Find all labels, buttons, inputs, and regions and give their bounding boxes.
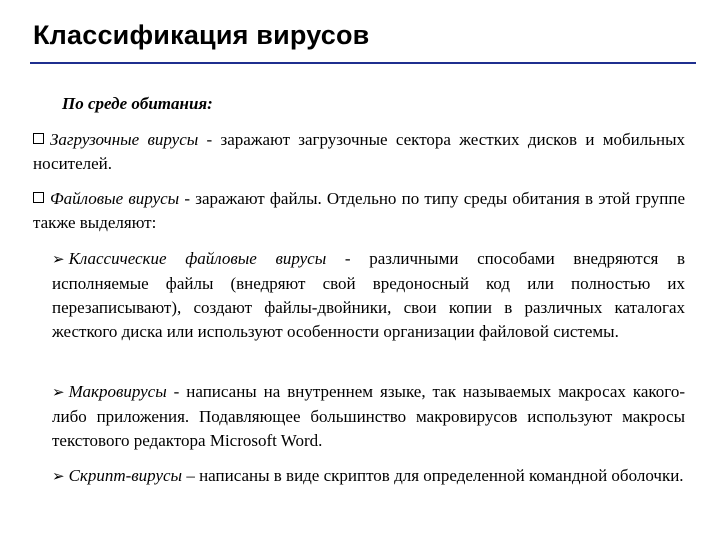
item-text: – написаны в виде скриптов для определенной командной оболочки. (182, 466, 684, 485)
list-item (33, 128, 685, 176)
item-term: Макровирусы (68, 382, 167, 401)
item-term: Загрузочные вирусы (50, 130, 199, 149)
section-subheading: По среде обитания: (62, 94, 213, 113)
item-text: - различными способами внедряются в исполняемые файлы (внедряют свой вредоносный код или полностью их перезаписывают), создают файлы-двойники, свои копии в различных каталогах жесткого диска или используют особенности организации файловой системы. (52, 249, 685, 341)
title-divider (30, 62, 696, 64)
item-term: Файловые вирусы (50, 189, 180, 208)
sub-list-item (52, 247, 685, 344)
item-text: - написаны на внутреннем языке, так называемых макросах какого-либо приложения. Подавляющее большинство макровирусов используют макросы текстового редактора Microsoft Word. (52, 382, 685, 450)
sub-list-item (52, 464, 685, 489)
arrow-bullet-icon: ➢ (52, 469, 65, 485)
square-bullet-icon (33, 192, 44, 203)
item-text: - заражают загрузочные сектора жестких дисков и мобильных носителей. (33, 130, 685, 173)
arrow-bullet-icon: ➢ (52, 385, 65, 401)
sub-list-item (52, 380, 685, 453)
arrow-bullet-icon: ➢ (52, 252, 65, 268)
list-item (33, 187, 685, 235)
slide-title: Классификация вирусов (33, 20, 370, 50)
square-bullet-icon (33, 133, 44, 144)
item-text: - заражают файлы. Отдельно по типу среды обитания в этой группе также выделяют: (33, 189, 685, 232)
item-term: Скрипт-вирусы (68, 466, 183, 485)
item-term: Классические файловые вирусы (68, 249, 327, 268)
